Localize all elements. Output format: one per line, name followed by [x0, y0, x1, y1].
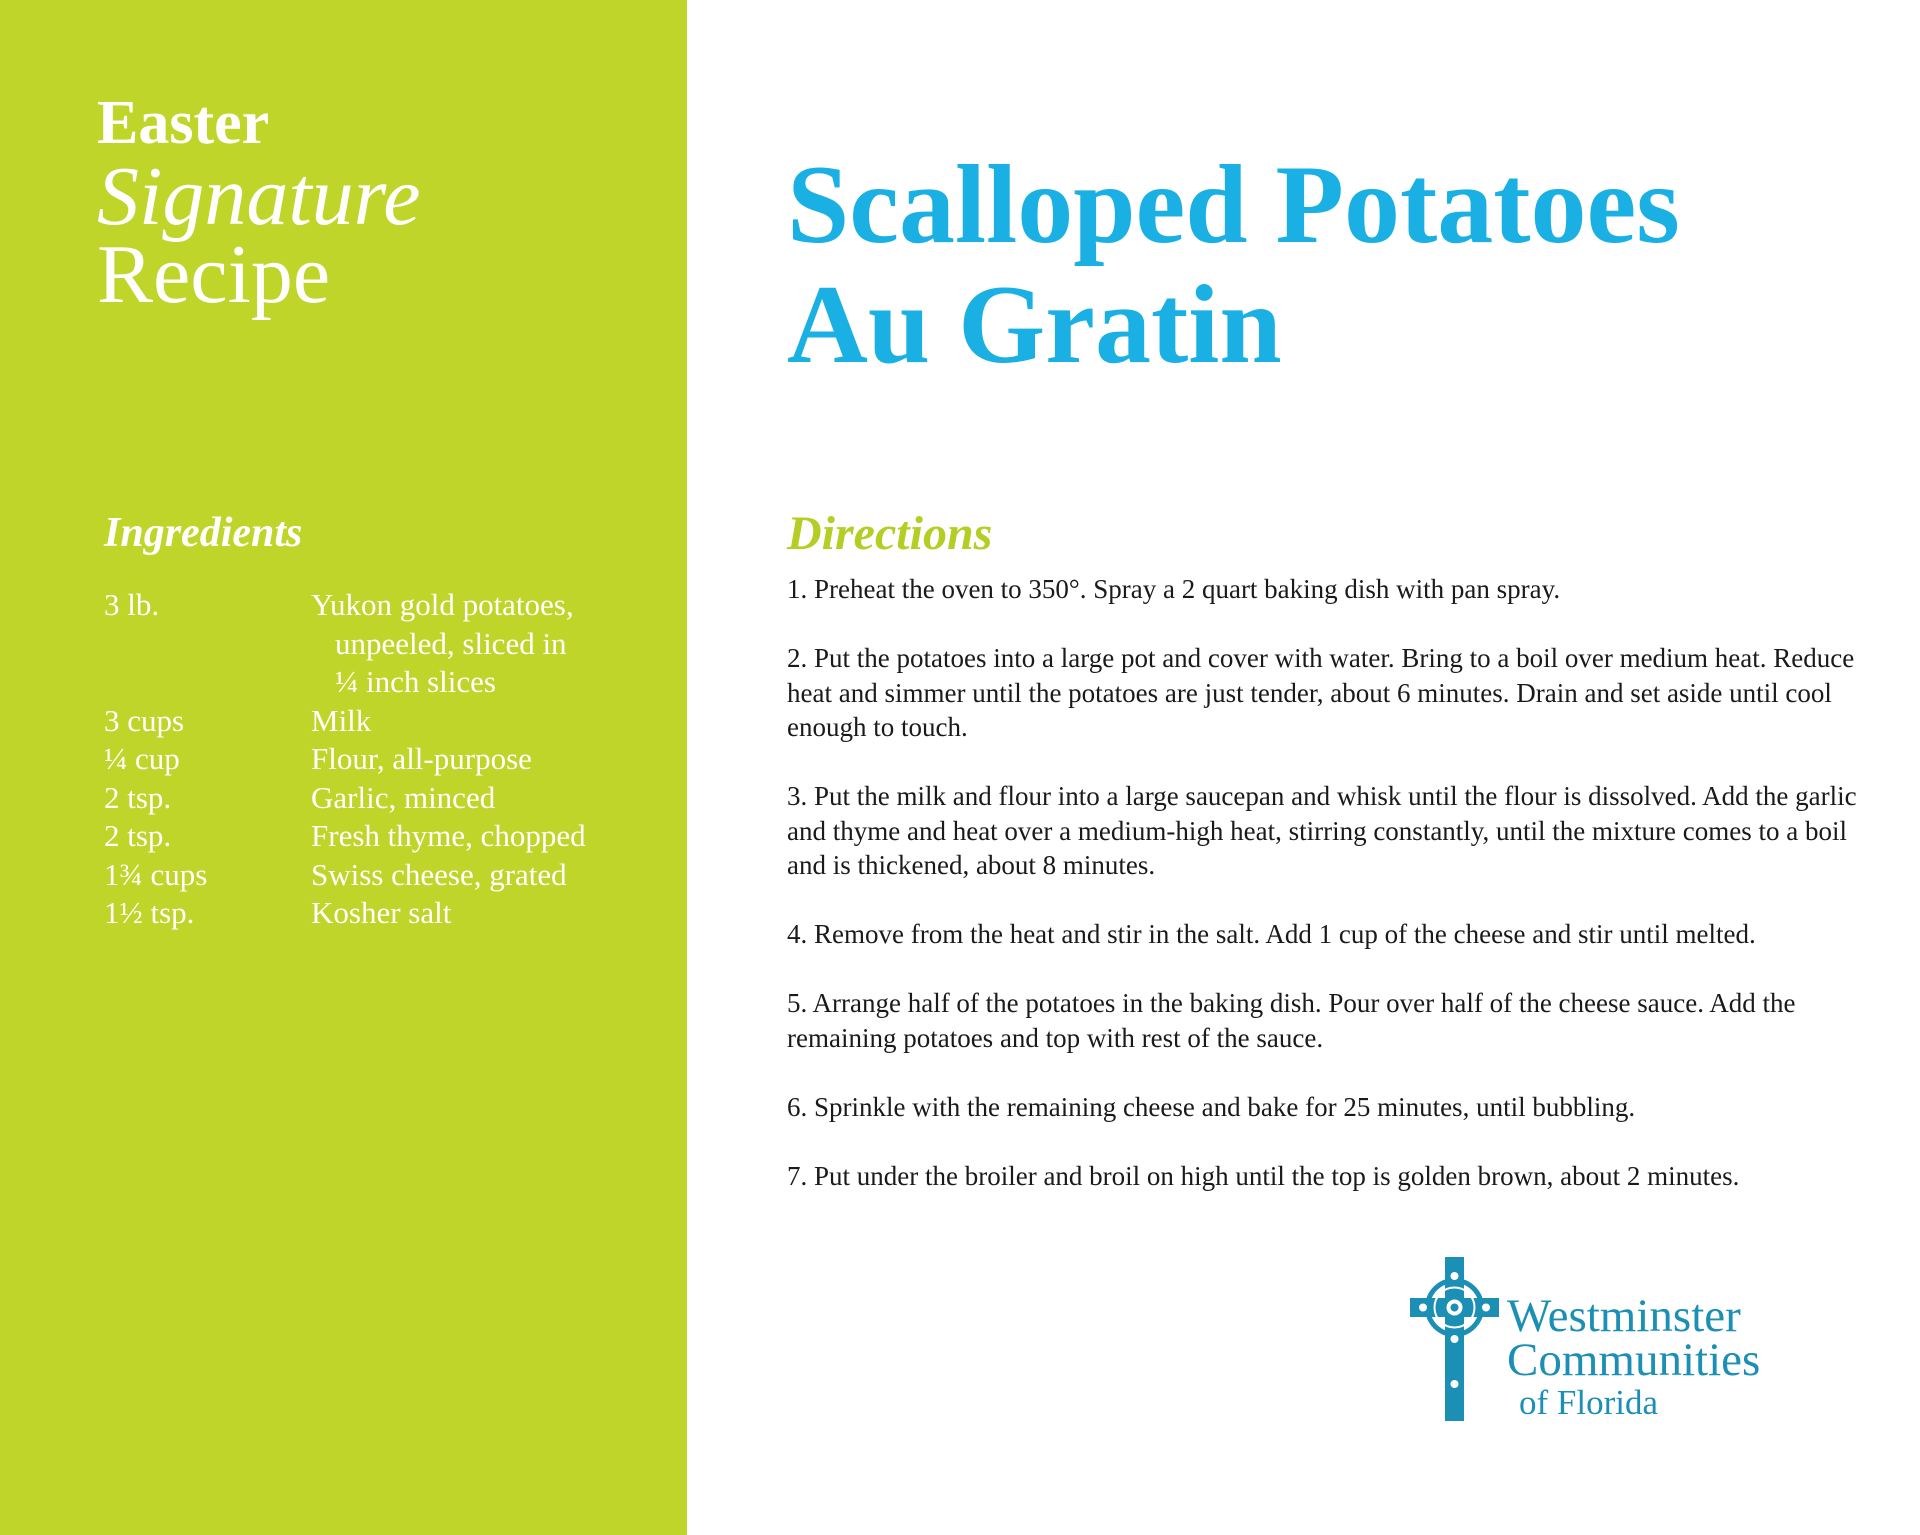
ingredient-name-line: ¼ inch slices: [335, 664, 496, 699]
ingredient-quantity: 3 cups: [104, 702, 185, 738]
ingredients-list: [104, 586, 664, 933]
ingredients-heading: Ingredients: [104, 510, 303, 556]
westminster-logo: [1407, 1254, 1817, 1424]
recipe-title-line: Scalloped Potatoes: [787, 143, 1680, 267]
logo-line: Westminster: [1507, 1290, 1741, 1342]
celtic-cross-icon: [1407, 1254, 1502, 1424]
direction-step: 6. Sprinkle with the remaining cheese and bake for 25 minutes, until bubbling.: [787, 1091, 1636, 1122]
direction-step: 7. Put under the broiler and broil on high until the top is golden brown, about 2 minutes.: [787, 1160, 1740, 1191]
direction-step: 4. Remove from the heat and stir in the salt. Add 1 cup of the cheese and stir until melted.: [787, 919, 1756, 949]
ingredient-name-line: Yukon gold potatoes,: [311, 587, 574, 622]
logo-line: Communities: [1507, 1334, 1761, 1386]
directions-heading: Directions: [787, 507, 993, 560]
ingredient-row: [104, 740, 664, 779]
sidebar-panel: [0, 0, 687, 1535]
ingredient-name: Fresh thyme, chopped: [311, 818, 586, 853]
direction-step: 1. Preheat the oven to 350°. Spray a 2 quart baking dish with pan spray.: [787, 574, 1561, 604]
ingredient-quantity: 1½ tsp.: [104, 895, 195, 930]
ingredient-name: Garlic, minced: [311, 779, 496, 815]
ingredient-quantity: 1¾ cups: [104, 856, 208, 892]
ingredient-name: Swiss cheese, grated: [311, 856, 567, 892]
ingredient-name: Flour, all-purpose: [311, 741, 532, 776]
recipe-title-line: Au Gratin: [787, 263, 1282, 387]
recipe-title: [787, 145, 1680, 385]
ingredient-name: Kosher salt: [311, 895, 452, 930]
ingredient-row: [104, 779, 664, 818]
ingredient-quantity: 2 tsp.: [104, 779, 172, 815]
ingredient-row: [104, 702, 664, 741]
logo-text: [1507, 1290, 1761, 1424]
heading-line-easter: Easter: [97, 89, 270, 157]
direction-step: 5. Arrange half of the potatoes in the baking dish. Pour over half of the cheese sauce. Add the remaining potatoes and top with rest of the sauce.: [787, 988, 1796, 1053]
ingredient-name: [311, 586, 664, 702]
ingredient-row: [104, 817, 664, 856]
heading-line-signature: Signature: [97, 150, 421, 243]
direction-step: 3. Put the milk and flour into a large saucepan and whisk until the flour is dissolved. Add the garlic and thyme and heat over a medium-high heat, stirring constantly, until the mixture comes to a boil and is thickened, about 8 minutes.: [787, 781, 1857, 880]
easter-signature-heading: [97, 88, 421, 321]
ingredient-row: [104, 894, 664, 933]
heading-line-recipe: Recipe: [97, 228, 331, 321]
direction-step: 2. Put the potatoes into a large pot and cover with water. Bring to a boil over medium heat. Reduce heat and simmer until the potatoes are just tender, about 6 minutes. Drain and set aside until cool enough to touch.: [787, 643, 1855, 742]
ingredient-name-line: unpeeled, sliced in: [335, 625, 567, 661]
ingredient-row: [104, 856, 664, 895]
ingredient-quantity: 3 lb.: [104, 587, 160, 622]
ingredient-name: Milk: [311, 702, 372, 738]
directions-list: [787, 572, 1887, 1228]
ingredient-quantity: ¼ cup: [104, 741, 180, 776]
ingredient-row: [104, 586, 664, 702]
ingredient-quantity: 2 tsp.: [104, 818, 172, 853]
logo-line: of Florida: [1519, 1383, 1659, 1422]
